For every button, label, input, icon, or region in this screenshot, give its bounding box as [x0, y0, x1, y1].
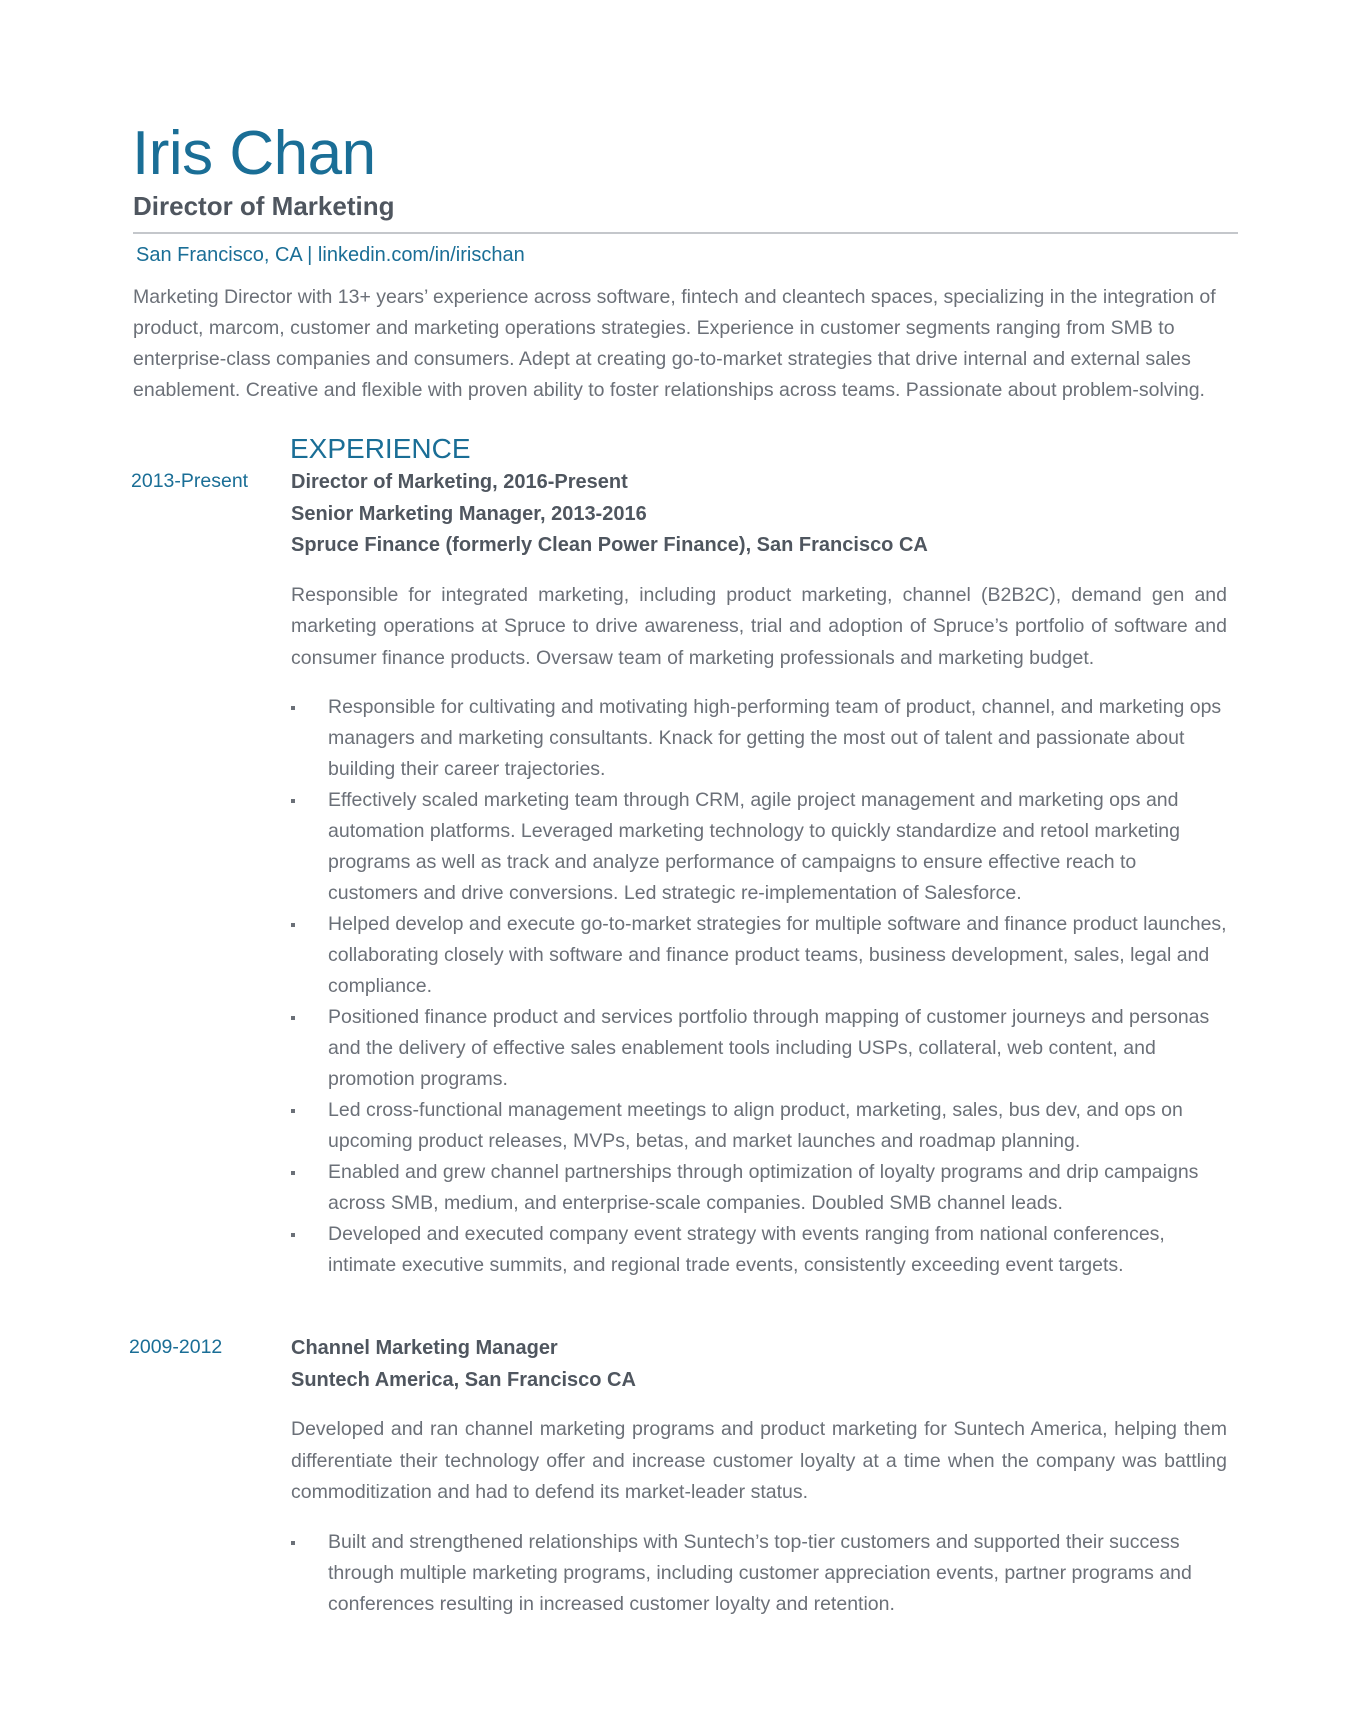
- job-header: [291, 467, 1227, 562]
- bullet-icon: [291, 1109, 295, 1113]
- bullet-icon: [291, 923, 295, 927]
- achievement-item: [291, 909, 1227, 1002]
- candidate-title: Director of Marketing: [133, 191, 395, 221]
- achievement-text: Effectively scaled marketing team through CRM, agile project management and marketing ops and automation platforms. Leveraged marketing technology to quickly standardize and retool marketing programs as well as track and analyze performance of campaigns to ensure effective reach to customers and drive conversions. Led strategic re-implementation of Salesforce.: [328, 789, 1180, 904]
- job-description: Developed and ran channel marketing programs and product marketing for Suntech America, helping them differentiate their technology offer and increase customer loyalty at a time when the company was battling commoditization and had to defend its market-leader status.: [291, 1418, 1227, 1503]
- achievement-text: Developed and executed company event strategy with events ranging from national conferences, intimate executive summits, and regional trade events, consistently exceeding event targets.: [328, 1223, 1165, 1276]
- achievement-item: [291, 1095, 1227, 1157]
- job-role: Director of Marketing, 2016-Present: [291, 471, 628, 493]
- job-achievements: [291, 1527, 1227, 1620]
- achievement-item: [291, 1157, 1227, 1219]
- job-entry: [291, 467, 1227, 1281]
- achievement-item: [291, 1219, 1227, 1281]
- achievement-text: Responsible for cultivating and motivating high-performing team of product, channel, and marketing ops managers and marketing consultants. Knack for getting the most out of talent and passionate about building their career trajectories.: [328, 696, 1222, 780]
- job-entry: [291, 1333, 1227, 1620]
- achievement-text: Helped develop and execute go-to-market strategies for multiple software and finance product launches, collaborating closely with software and finance product teams, business development, sales, legal and compliance.: [328, 913, 1227, 997]
- header-divider: [133, 232, 1238, 234]
- bullet-icon: [291, 1016, 295, 1020]
- contact-line: San Francisco, CA | linkedin.com/in/irischan: [136, 244, 525, 266]
- job-achievements: [291, 692, 1227, 1281]
- experience-heading: EXPERIENCE: [290, 433, 471, 464]
- professional-summary: Marketing Director with 13+ years’ experience across software, fintech and cleantech spaces, specializing in the integration of product, marcom, customer and marketing operations strategies. Experience in customer segments ranging from SMB to enterprise-class companies and consumers. Adept at creating go-to-market strategies that drive internal and external sales enablement. Creative and flexible with proven ability to foster relationships across teams. Passionate about problem-solving.: [133, 286, 1216, 401]
- job-header: [291, 1333, 1227, 1396]
- achievement-text: Built and strengthened relationships with Suntech’s top-tier customers and supported their success through multiple marketing programs, including customer appreciation events, partner programs and conferences resulting in increased customer loyalty and retention.: [328, 1530, 1192, 1615]
- candidate-name: Iris Chan: [132, 119, 376, 188]
- job-description: Responsible for integrated marketing, including product marketing, channel (B2B2C), demand gen and marketing operations at Spruce to drive awareness, trial and adoption of Spruce’s portfolio of software and consumer finance products. Oversaw team of marketing professionals and marketing budget.: [291, 583, 1227, 669]
- bullet-icon: [291, 1171, 295, 1175]
- achievement-item: [291, 1527, 1227, 1620]
- achievement-item: [291, 1002, 1227, 1095]
- achievement-text: Positioned finance product and services portfolio through mapping of customer journeys and personas and the delivery of effective sales enablement tools including USPs, collateral, web content, and promotion programs.: [328, 1006, 1210, 1090]
- achievement-item: [291, 785, 1227, 909]
- job-role: Senior Marketing Manager, 2013-2016: [291, 502, 647, 525]
- achievement-text: Led cross-functional management meetings to align product, marketing, sales, bus dev, and ops on upcoming product releases, MVPs, betas, and market launches and roadmap planning.: [328, 1099, 1183, 1152]
- bullet-icon: [291, 706, 295, 710]
- achievement-item: [291, 692, 1227, 785]
- bullet-icon: [291, 1541, 295, 1545]
- bullet-icon: [291, 1233, 295, 1237]
- job-dates: 2013-Present: [131, 470, 249, 492]
- job-company: Suntech America, San Francisco CA: [291, 1368, 636, 1391]
- job-role: Channel Marketing Manager: [291, 1337, 558, 1359]
- job-dates: 2009-2012: [129, 1336, 223, 1358]
- job-company: Spruce Finance (formerly Clean Power Finance), San Francisco CA: [291, 534, 928, 556]
- achievement-text: Enabled and grew channel partnerships through optimization of loyalty programs and drip campaigns across SMB, medium, and enterprise-scale companies. Doubled SMB channel leads.: [328, 1161, 1199, 1214]
- bullet-icon: [291, 799, 295, 803]
